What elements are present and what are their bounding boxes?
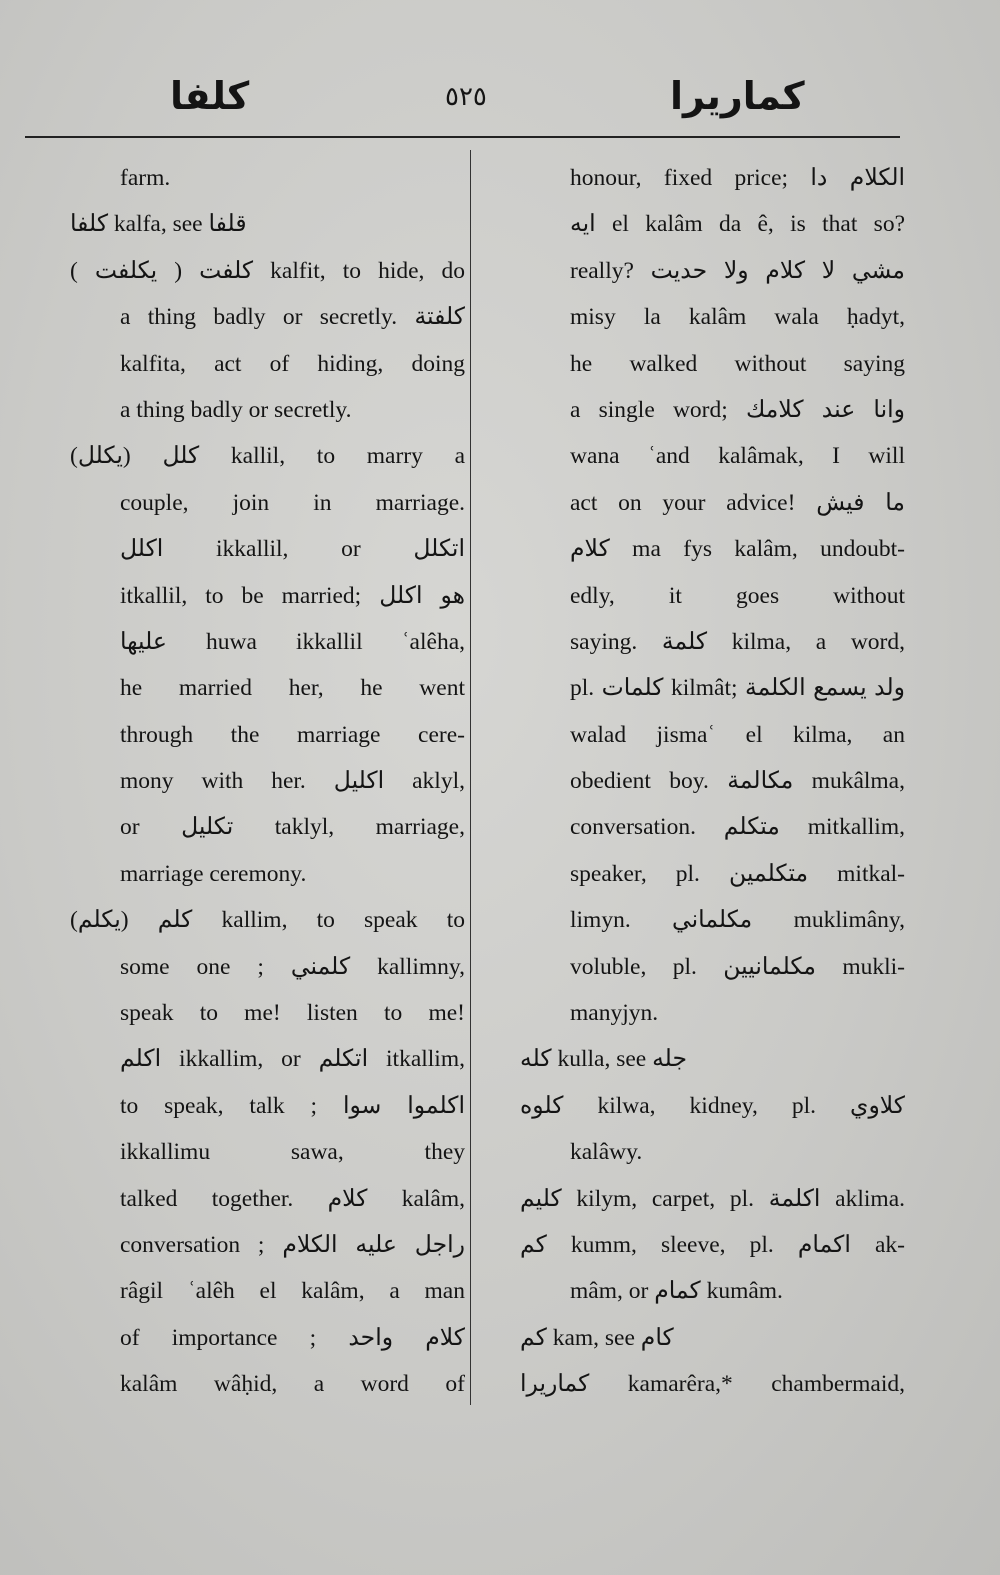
text-line: he married her, he went [120, 675, 465, 702]
header-left-word: كلفا [170, 74, 250, 118]
text-line: speaker, pl. متكلمين mitkal- [570, 860, 905, 887]
text-line: manyjyn. [570, 1000, 659, 1027]
text-line: كلفت ( يكلفت ) kalfit, to hide, do [70, 257, 465, 284]
text-line: he walked without saying [570, 350, 905, 377]
text-line: obedient boy. مكالمة mukâlma, [570, 768, 905, 795]
text-line: itkallil, to be married; هو اكلل [120, 582, 465, 609]
text-line: كم kam, see كام [520, 1324, 674, 1351]
text-line: اكلل ikkallil, or اتكلل [120, 536, 465, 563]
text-line: edly, it goes without [570, 582, 905, 609]
text-line: act on your advice! ما فيش [570, 489, 905, 516]
text-line: limyn. مكلماني muklimâny, [570, 907, 905, 934]
text-line: كلل (يكلل) kallil, to marry a [70, 443, 465, 470]
text-line: conversation. متكلم mitkallim, [570, 814, 905, 841]
text-line: كلفا kalfa, see قلفا [70, 211, 247, 238]
header-right-word: كماريرا [670, 74, 805, 118]
text-line: كماريرا kamarêra,* chambermaid, [520, 1371, 905, 1398]
text-line: couple, join in marriage. [120, 489, 465, 516]
text-line: اكلم ikkallim, or اتكلم itkallim, [120, 1046, 465, 1073]
text-line: kalâm wâḥid, a word of [120, 1371, 465, 1398]
text-line: of importance ; كلام واحد [120, 1324, 465, 1351]
text-line: honour, fixed price; الكلام دا [570, 165, 905, 191]
text-line: كليم kilym, carpet, pl. اكلمة aklima. [520, 1185, 905, 1212]
text-line: voluble, pl. مكلمانيين mukli- [570, 953, 905, 980]
text-line: or تكليل taklyl, marriage, [120, 814, 465, 841]
text-line: كلم (يكلم) kallim, to speak to [70, 907, 465, 934]
left-column [70, 155, 465, 1408]
text-line: كم kumm, sleeve, pl. اكمام ak- [520, 1231, 905, 1258]
text-line: a thing badly or secretly. كلفتة [120, 304, 465, 331]
text-line: some one ; كلمني kallimny, [120, 953, 465, 980]
text-line: to speak, talk ; اكلموا سوا [120, 1092, 465, 1119]
right-column [520, 155, 905, 1408]
text-line: mony with her. اكليل aklyl, [120, 768, 465, 795]
text-line: kalâwy. [570, 1139, 643, 1166]
text-line: speak to me! listen to me! [120, 1000, 465, 1027]
text-line: farm. [120, 165, 171, 191]
text-line: ikkallimu sawa, they [120, 1139, 465, 1166]
text-line: really? مشي لا كلام ولا حديت [570, 257, 905, 284]
text-line: a thing badly or secretly. [120, 396, 352, 423]
text-line: saying. كلمة kilma, a word, [570, 628, 905, 655]
text-line: pl. كلمات kilmât; ولد يسمع الكلمة [570, 675, 905, 702]
text-line: through the marriage cere- [120, 721, 465, 748]
text-line: kalfita, act of hiding, doing [120, 350, 465, 377]
text-line: كله kulla, see جله [520, 1046, 687, 1073]
page-header [0, 66, 1000, 126]
text-line: walad jismaʿ el kilma, an [570, 721, 905, 748]
text-line: a single word; وانا عند كلامك [570, 396, 905, 423]
text-line: misy la kalâm wala ḥadyt, [570, 304, 905, 331]
page-number: ٥٢٥ [445, 82, 487, 112]
text-line: marriage ceremony. [120, 860, 307, 887]
text-line: talked together. كلام kalâm, [120, 1185, 465, 1212]
text-line: wana ʿand kalâmak, I will [570, 443, 905, 470]
text-line: ايه el kalâm da ê, is that so? [570, 211, 905, 238]
text-line: conversation ; راجل عليه الكلام [120, 1231, 465, 1258]
column-divider [470, 150, 471, 1405]
header-rule [25, 136, 900, 138]
text-line: عليها huwa ikkallil ʿalêha, [120, 628, 465, 655]
text-line: râgil ʿalêh el kalâm, a man [120, 1278, 465, 1305]
text-line: كلام ma fys kalâm, undoubt- [570, 536, 905, 563]
text-line: mâm, or كمام kumâm. [570, 1278, 783, 1305]
text-line: كلوه kilwa, kidney, pl. كلاوي [520, 1092, 905, 1119]
